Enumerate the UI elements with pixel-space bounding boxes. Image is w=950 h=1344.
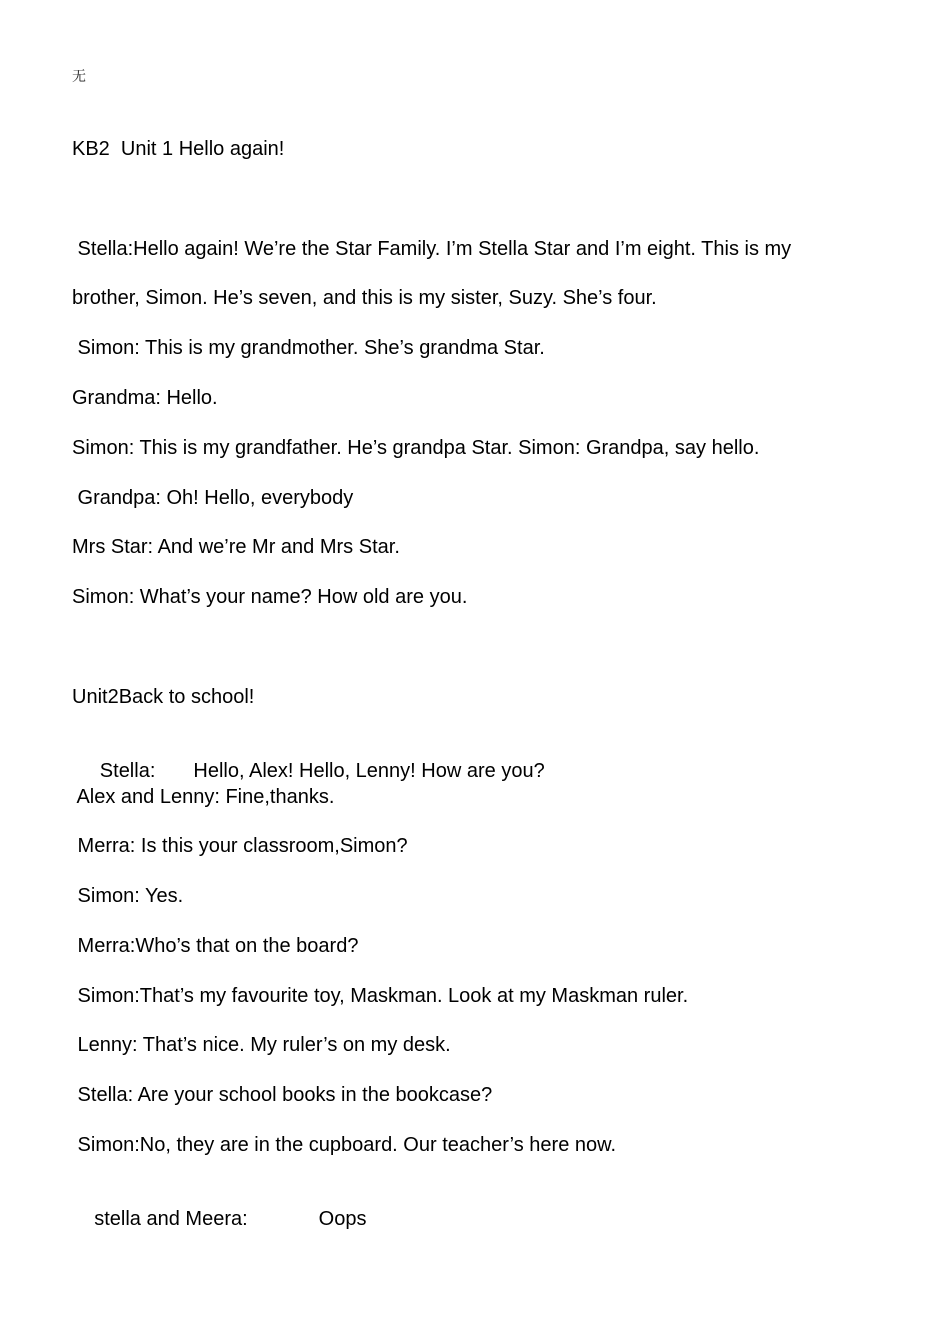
unit2-stella-text: Hello, Alex! Hello, Lenny! How are you? <box>193 760 545 782</box>
unit2-last-speaker: stella and Meera: <box>94 1208 248 1230</box>
unit2-line-1: Alex and Lenny: Fine,thanks. <box>72 786 335 808</box>
unit2-line-7: Stella: Are your school books in the bookcase? <box>72 1084 493 1106</box>
unit1-line-7: Mrs Star: And we’re Mr and Mrs Star. <box>72 536 400 558</box>
unit2-last-line <box>72 1183 366 1255</box>
header-mark: 无 <box>72 69 86 85</box>
unit1-title: KB2 Unit 1 Hello again! <box>72 138 285 160</box>
unit1-line-1: Stella:Hello again! We’re the Star Family. I’m Stella Star and I’m eight. This is my <box>72 238 792 260</box>
unit1-line-6: Grandpa: Oh! Hello, everybody <box>72 487 354 509</box>
unit2-title: Unit2Back to school! <box>72 686 255 708</box>
unit1-line-4: Grandma: Hello. <box>72 387 218 409</box>
unit2-line-3: Simon: Yes. <box>72 885 184 907</box>
unit2-line-6: Lenny: That’s nice. My ruler’s on my desk. <box>72 1034 451 1056</box>
unit1-line-8: Simon: What’s your name? How old are you. <box>72 586 468 608</box>
unit1-line-2: brother, Simon. He’s seven, and this is my sister, Suzy. She’s four. <box>72 287 657 309</box>
unit2-last-text: Oops <box>318 1208 367 1230</box>
unit2-line-4: Merra:Who’s that on the board? <box>72 935 359 957</box>
unit2-line-5: Simon:That’s my favourite toy, Maskman. Look at my Maskman ruler. <box>72 985 689 1007</box>
unit1-line-5: Simon: This is my grandfather. He’s grandpa Star. Simon: Grandpa, say hello. <box>72 437 760 459</box>
unit2-line-8: Simon:No, they are in the cupboard. Our teacher’s here now. <box>72 1134 617 1156</box>
unit1-line-3: Simon: This is my grandmother. She’s grandma Star. <box>72 337 545 359</box>
unit2-line-2: Merra: Is this your classroom,Simon? <box>72 835 408 857</box>
unit2-stella-speaker: Stella: <box>94 760 156 782</box>
